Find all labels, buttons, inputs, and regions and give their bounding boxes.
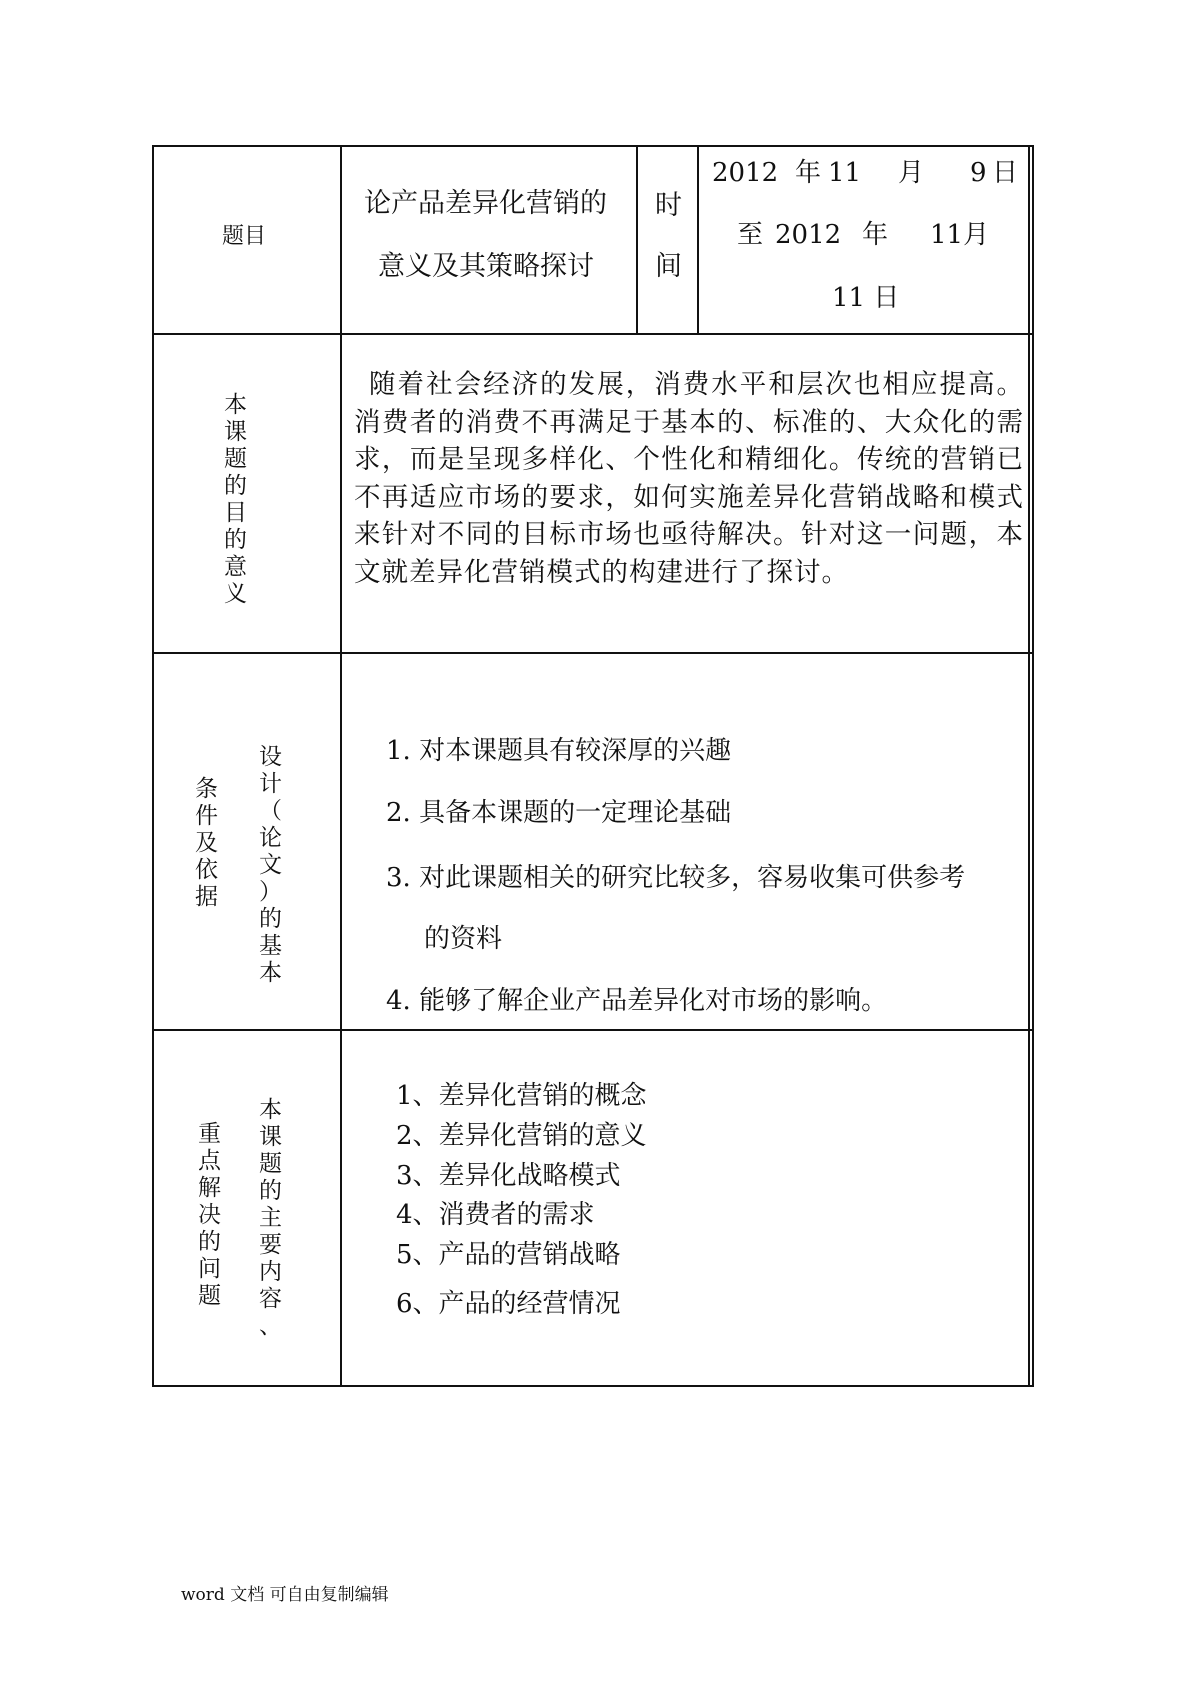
problem-item-6: 6、产品的经营情况 <box>396 1289 621 1319</box>
purpose-label: 本 课 题 的 目 的 意 义 <box>224 392 247 607</box>
table-border-left <box>152 145 154 1387</box>
topic-title-line2: 意义及其策略探讨 <box>378 251 594 282</box>
date-start-day-unit: 日 <box>992 158 1019 188</box>
basis-item-4: 4. 能够了解企业产品差异化对市场的影响。 <box>386 986 888 1016</box>
date-end-month: 11月 <box>930 220 990 250</box>
basis-label-left: 条 件 及 依 据 <box>195 776 218 910</box>
date-end-day: 11 日 <box>832 283 900 313</box>
problem-item-3: 3、差异化战略模式 <box>396 1161 621 1191</box>
row-divider-1 <box>152 333 1034 335</box>
row-divider-2 <box>152 652 1034 654</box>
table-border-bottom <box>152 1385 1034 1387</box>
topic-title-line1: 论产品差异化营销的 <box>364 188 607 219</box>
problems-label-left: 重 点 解 决 的 问 题 <box>198 1121 221 1309</box>
basis-item-3: 3. 对此课题相关的研究比较多，容易收集可供参考 <box>386 863 966 893</box>
basis-label-right: 设 计 （ 论 文 ） 的 基 本 <box>259 744 282 986</box>
date-start-day: 9 <box>970 158 987 188</box>
date-start-year: 2012 <box>712 158 779 188</box>
topic-label: 题目 <box>222 224 267 249</box>
date-start-month: 11 <box>828 158 862 188</box>
date-end-year-unit: 年 <box>862 220 889 250</box>
table-border-top <box>152 145 1034 147</box>
problem-item-5: 5、产品的营销战略 <box>396 1240 621 1270</box>
row-divider-3 <box>152 1029 1034 1031</box>
problem-item-2: 2、差异化营销的意义 <box>396 1121 647 1151</box>
problems-label-right: 本 课 题 的 主 要 内 容 、 <box>259 1097 282 1339</box>
time-label-2: 间 <box>655 251 682 282</box>
basis-item-1: 1. 对本课题具有较深厚的兴趣 <box>386 736 732 766</box>
time-date-divider <box>697 145 699 335</box>
table-border-right <box>1028 145 1030 1387</box>
problem-item-4: 4、消费者的需求 <box>396 1200 595 1230</box>
date-end-year: 2012 <box>775 220 842 250</box>
date-start-month-unit: 月 <box>898 158 925 188</box>
label-column-divider <box>340 145 342 1387</box>
table-border-right-double <box>1032 145 1034 1387</box>
title-time-divider <box>636 145 638 335</box>
basis-item-2: 2. 具备本课题的一定理论基础 <box>386 798 732 828</box>
document-footer: word 文档 可自由复制编辑 <box>181 1585 389 1605</box>
date-to: 至 <box>737 220 764 250</box>
problem-item-1: 1、差异化营销的概念 <box>396 1081 647 1111</box>
purpose-text: 随着社会经济的发展，消费水平和层次也相应提高。消费者的消费不再满足于基本的、标准的、大众化的需求，而是呈现多样化、个性化和精细化。传统的营销已不再适应市场的要求，如何实施差异化营销战略和模式来针对不同的目标市场也亟待解决。针对这一问题，本文就差异化营销模式的构建进行了探讨。 <box>354 369 1024 588</box>
time-label-1: 时 <box>655 190 682 221</box>
date-start-year-unit: 年 <box>795 158 822 188</box>
basis-item-3-cont: 的资料 <box>424 924 503 954</box>
